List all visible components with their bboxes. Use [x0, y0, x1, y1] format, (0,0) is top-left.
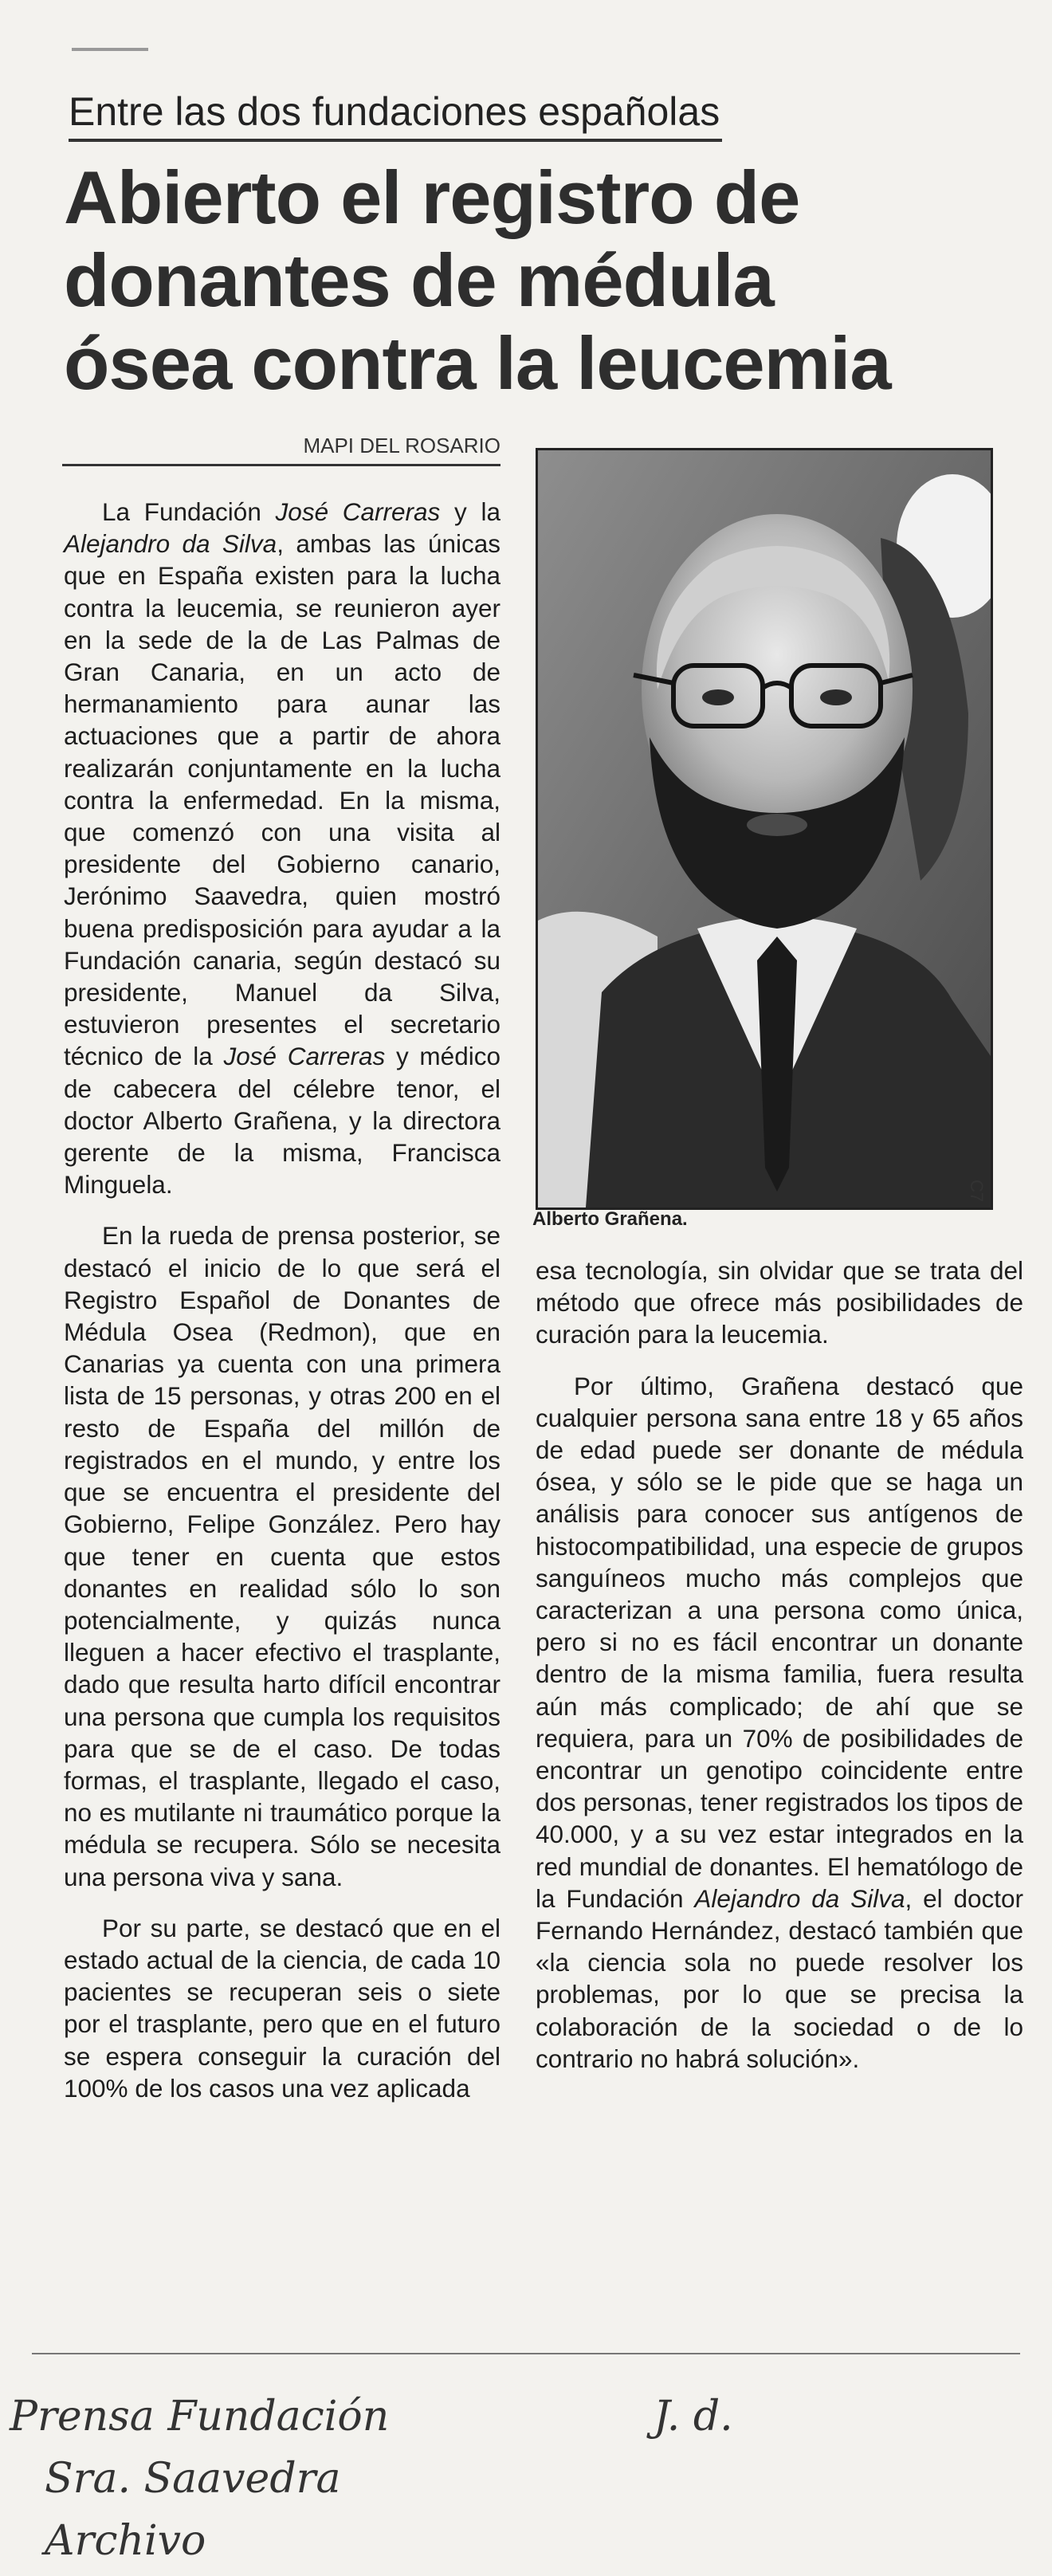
handwritten-note-line-2: Sra. Saavedra	[45, 2455, 341, 2503]
handwritten-initials: J. d.	[654, 2393, 733, 2441]
article-column-right	[536, 1255, 1023, 2094]
photo-caption: Alberto Grañena.	[532, 1208, 688, 1230]
paragraph-1: La Fundación José Carreras y la Alejandro da Silva, ambas las únicas que en España existen para la lucha contra la leucemia, se reunieron ayer en la sede de la de Las Palmas de Gran Canaria, en un acto de hermanamiento para aunar las actuaciones que a partir de ahora realizarán conjuntamente en la lucha contra la enfermedad. En la misma, que comenzó con una visita al presidente del Gobierno canario, Jerónimo Saavedra, quien mostró buena predisposición para ayudar a la Fundación canaria, según destacó su presidente, Manuel da Silva, estuvieron presentes el secretario técnico de la José Carreras y médico de cabecera del célebre tenor, el doctor Alberto Grañena, y la directora gerente de la misma, Francisca Minguela.	[64, 497, 500, 1200]
paragraph-3-continued: esa tecnología, sin olvidar que se trata del método que ofrece más posibilidades de curación para la leucemia.	[536, 1256, 1023, 1349]
article-column-left	[64, 496, 500, 2123]
handwritten-note-line-3: Archivo	[45, 2517, 206, 2565]
headline-line-3: ósea contra la leucemia	[64, 321, 891, 405]
headline-line-1: Abierto el registro de	[64, 155, 800, 239]
paragraph-4: Por último, Grañena destacó que cualquier persona sana entre 18 y 65 años de edad puede ser donante de médula ósea, y sólo se le pide que se haga un análisis para conocer sus antígenos de histocompatibilidad, una especie de grupos sanguíneos mucho más complejos que caracterizan a una persona como única, pero si no es fácil encontrar un donante dentro de la misma familia, fuera resulta aún más complicado; de ahí que se requiera, para un 70% de posibilidades de encontrar un genotipo coincidente entre dos personas, tener registrados los tipos de 40.000, y a su vez estar integrados en la red mundial de donantes. El hematólogo de la Fundación Alejandro da Silva, el doctor Fernando Hernández, destacó también que «la ciencia sola no puede resolver los problemas, por lo que se precisa la colaboración de la sociedad o de lo contrario no habrá solución».	[536, 1371, 1023, 2073]
top-edge-mark	[72, 48, 148, 51]
bottom-rule	[32, 2353, 1020, 2354]
article-kicker: Entre las dos fundaciones españolas	[69, 86, 722, 142]
paragraph-3: Por su parte, se destacó que en el estado actual de la ciencia, de cada 10 pacientes se recuperan seis o siete por el trasplante, pero que en el futuro se espera conseguir la curación del 100% de los casos una vez aplicada	[64, 1913, 500, 2103]
paragraph-2: En la rueda de prensa posterior, se destacó el inicio de lo que será el Registro Español de Donantes de Médula Osea (Redmon), que en Canarias ya cuenta con una primera lista de 15 personas, y otras 200 en el resto de España del millón de registrados en el mundo, y entre los que se encuentra el presidente del Gobierno, Felipe González. Pero hay que tener en cuenta que estos donantes en realidad sólo lo son potencialmente, y quizás nunca lleguen a hacer efectivo el trasplante, dado que resulta harto difícil encontrar una persona que cumpla los requisitos para que se de el caso. De todas formas, el trasplante, llegado el caso, no es mutilante ni traumático porque la médula se recupera. Sólo se necesita una persona viva y sana.	[64, 1221, 500, 1891]
byline: MAPI DEL ROSARIO	[303, 434, 500, 457]
byline-rule	[62, 464, 500, 466]
photo-code: C7	[967, 1180, 987, 1203]
portrait-photo	[536, 448, 993, 1210]
headline-line-2: donantes de médula	[64, 238, 774, 322]
handwritten-note-line-1: Prensa Fundación	[10, 2393, 390, 2441]
portrait-illustration	[538, 450, 991, 1208]
article-headline	[64, 156, 980, 405]
